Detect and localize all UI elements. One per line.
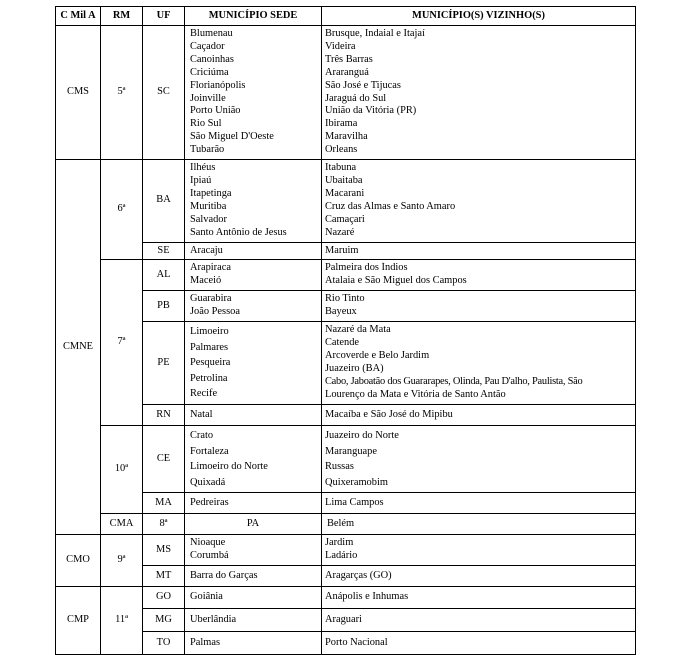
sede-name: Rio Sul <box>190 118 222 130</box>
table-row <box>56 322 636 405</box>
vizinho-name: União da Vitória (PR) <box>325 105 417 117</box>
vizinho-name: Arcoverde e Belo Jardim <box>325 350 430 362</box>
uf-cell: PB <box>143 291 185 322</box>
vizinho-name: Jardim <box>325 537 354 549</box>
sede-name: Belém <box>327 517 355 529</box>
sede-list-cell <box>185 260 322 291</box>
sede-name: Canoinhas <box>190 53 234 65</box>
sede-name: Crato <box>190 430 214 441</box>
uf-cell: GO <box>143 587 185 609</box>
uf-cell: SE <box>143 242 185 260</box>
vizinho-name: Aragarças (GO) <box>325 569 392 581</box>
uf-cell: AL <box>143 260 185 291</box>
vizinho-name: São José e Tijucas <box>325 79 401 91</box>
sede-name: Corumbá <box>190 550 229 562</box>
vizinhos-cell <box>322 566 636 587</box>
uf-cell: TO <box>143 632 185 655</box>
table-row <box>56 609 636 632</box>
vizinhos-list-cell <box>322 291 636 322</box>
table-row <box>56 535 636 566</box>
sede-name: Barra do Garças <box>190 569 258 581</box>
vizinho-name: Juazeiro do Norte <box>325 430 399 441</box>
sede-name: Caçador <box>190 40 225 52</box>
vizinho-name: Juazeiro (BA) <box>325 363 384 375</box>
vizinho-name: Lourenço da Mata e Vitória de Santo Antão <box>325 388 506 400</box>
sede-name: Limoeiro <box>190 326 229 338</box>
vizinhos-list-cell <box>322 260 636 291</box>
sede-name: João Pessoa <box>190 306 240 318</box>
sede-name: Natal <box>190 408 213 420</box>
rm-cell: 8ª <box>143 514 185 535</box>
municipality-table <box>55 6 636 655</box>
vizinho-name: Três Barras <box>325 53 373 65</box>
table-row <box>56 160 636 242</box>
sede-name: Porto União <box>190 105 241 117</box>
vizinho-name: Maruim <box>325 244 359 256</box>
sede-name: Aracaju <box>190 244 223 256</box>
uf-cell: MT <box>143 566 185 587</box>
cmil-cell: CMA <box>101 514 143 535</box>
vizinhos-cell <box>322 405 636 426</box>
vizinho-name: Bayeux <box>325 306 357 318</box>
vizinhos-list-cell <box>322 322 636 405</box>
vizinho-name: Ladário <box>325 550 358 562</box>
uf-cell: RN <box>143 405 185 426</box>
sede-list-cell <box>185 426 322 493</box>
sede-list-cell <box>185 535 322 566</box>
header-municipio-sede: MUNICÍPIO SEDE <box>185 7 322 26</box>
vizinho-name: Catende <box>325 337 360 349</box>
sede-cell <box>185 632 322 655</box>
sede-name: Quixadá <box>190 476 226 488</box>
vizinho-name: Ubaitaba <box>325 174 363 186</box>
uf-cell: CE <box>143 426 185 493</box>
rm-cell: 7ª <box>101 260 143 426</box>
sede-name: Guarabira <box>190 293 232 305</box>
cmil-cell: CMO <box>56 535 101 587</box>
table-row <box>56 405 636 426</box>
sede-cell <box>185 493 322 514</box>
vizinho-name: Maravilha <box>325 131 368 143</box>
sede-cell <box>185 242 322 260</box>
table-row <box>56 514 636 535</box>
sede-cell <box>185 566 322 587</box>
sede-name: Joinville <box>190 92 226 104</box>
sede-name: Pedreiras <box>190 496 229 508</box>
vizinho-name: Araranguá <box>325 66 369 78</box>
sede-name: Limoeiro do Norte <box>190 461 268 473</box>
vizinho-name: Jaraguá do Sul <box>325 92 387 104</box>
uf-cell: SC <box>143 26 185 160</box>
table-row <box>56 587 636 609</box>
vizinho-name: Camaçari <box>325 213 365 225</box>
sede-list-cell <box>185 160 322 242</box>
vizinho-name: Brusque, Indaial e Itajaí <box>325 28 425 39</box>
table-row <box>56 426 636 493</box>
header-uf: UF <box>143 7 185 26</box>
sede-name: Ilhéus <box>190 162 216 174</box>
sede-name: Palmares <box>190 341 229 353</box>
vizinho-name: Quixeramobim <box>325 476 388 488</box>
cmil-cell: CMS <box>56 26 101 160</box>
vizinhos-cell <box>322 493 636 514</box>
table-row <box>56 632 636 655</box>
vizinho-name: Russas <box>325 461 354 473</box>
sede-name: Uberlândia <box>190 613 237 625</box>
sede-name: Salvador <box>190 213 227 225</box>
vizinho-name: Anápolis e Inhumas <box>325 591 409 603</box>
sede-name: Maceió <box>190 275 222 287</box>
uf-cell: PE <box>143 322 185 405</box>
table-row <box>56 291 636 322</box>
vizinho-name: Macaíba e São José do Mipibu <box>325 408 453 420</box>
vizinhos-list-cell <box>322 160 636 242</box>
vizinho-name: Ibirama <box>325 118 358 130</box>
vizinhos-list-cell <box>322 535 636 566</box>
vizinho-name: Macarani <box>325 187 365 199</box>
header-municipios-vizinhos: MUNICÍPIO(S) VIZINHO(S) <box>322 7 636 26</box>
header-row <box>56 7 636 26</box>
rm-cell: 5ª <box>101 26 143 160</box>
sede-name: Santo Antônio de Jesus <box>190 226 287 238</box>
sede-name: Pesqueira <box>190 357 231 369</box>
vizinho-name: Palmeira dos Índios <box>325 262 408 274</box>
rm-cell: 6ª <box>101 160 143 260</box>
uf-cell: MS <box>143 535 185 566</box>
sede-name: Tubarão <box>190 144 225 156</box>
vizinhos-cell <box>322 242 636 260</box>
sede-name: Blumenau <box>190 28 233 39</box>
vizinhos-list-cell <box>322 26 636 160</box>
cmil-cell: CMNE <box>56 160 101 535</box>
vizinho-name: Nazaré da Mata <box>325 324 391 336</box>
sede-name: Arapiraca <box>190 262 231 274</box>
uf-cell: MA <box>143 493 185 514</box>
vizinho-name: Atalaia e São Miguel dos Campos <box>325 275 467 287</box>
cmil-cell: CMP <box>56 587 101 655</box>
table-row <box>56 493 636 514</box>
table-row <box>56 242 636 260</box>
header-rm: RM <box>101 7 143 26</box>
vizinho-name: Cabo, Jaboatão dos Guararapes, Olinda, Pau D'alho, Paulista, São <box>325 375 583 387</box>
sede-name: Muritiba <box>190 200 227 212</box>
vizinho-name: Orleans <box>325 144 358 156</box>
sede-name: Criciúma <box>190 66 229 78</box>
vizinho-name: Araguari <box>325 613 362 625</box>
rm-cell: 9ª <box>101 535 143 587</box>
sede-list-cell <box>185 26 322 160</box>
sede-cell <box>185 587 322 609</box>
sede-name: Goiânia <box>190 591 223 603</box>
sede-name: Florianópolis <box>190 79 246 91</box>
sede-name: Palmas <box>190 636 221 648</box>
sede-name: Itapetinga <box>190 187 232 199</box>
table-row <box>56 566 636 587</box>
vizinho-name: Cruz das Almas e Santo Amaro <box>325 200 456 212</box>
vizinho-name: Maranguape <box>325 445 377 457</box>
vizinhos-cell <box>322 587 636 609</box>
municipality-table-document <box>55 6 636 655</box>
vizinhos-cell <box>322 632 636 655</box>
table-row <box>56 260 636 291</box>
sede-name: Recife <box>190 388 218 400</box>
vizinho-name: Videira <box>325 40 356 52</box>
sede-cell <box>322 514 636 535</box>
sede-list-cell <box>185 322 322 405</box>
sede-name: Petrolina <box>190 372 228 384</box>
sede-cell <box>185 405 322 426</box>
vizinho-name: Nazaré <box>325 226 355 238</box>
vizinho-name: Itabuna <box>325 162 357 174</box>
table-row <box>56 26 636 160</box>
uf-cell: MG <box>143 609 185 632</box>
vizinhos-list-cell <box>322 426 636 493</box>
sede-name: São Miguel D'Oeste <box>190 131 274 143</box>
vizinhos-cell <box>322 609 636 632</box>
sede-name: Nioaque <box>190 537 226 549</box>
uf-cell: PA <box>185 514 322 535</box>
sede-name: Fortaleza <box>190 445 229 457</box>
vizinho-name: Rio Tinto <box>325 293 365 305</box>
sede-cell <box>185 609 322 632</box>
uf-cell: BA <box>143 160 185 242</box>
vizinho-name: Lima Campos <box>325 496 384 508</box>
rm-cell: 11ª <box>101 587 143 655</box>
sede-name: Ipiaú <box>190 174 212 186</box>
vizinho-name: Porto Nacional <box>325 636 388 648</box>
header-cmil: C Mil A <box>56 7 101 26</box>
sede-list-cell <box>185 291 322 322</box>
rm-cell: 10ª <box>101 426 143 514</box>
